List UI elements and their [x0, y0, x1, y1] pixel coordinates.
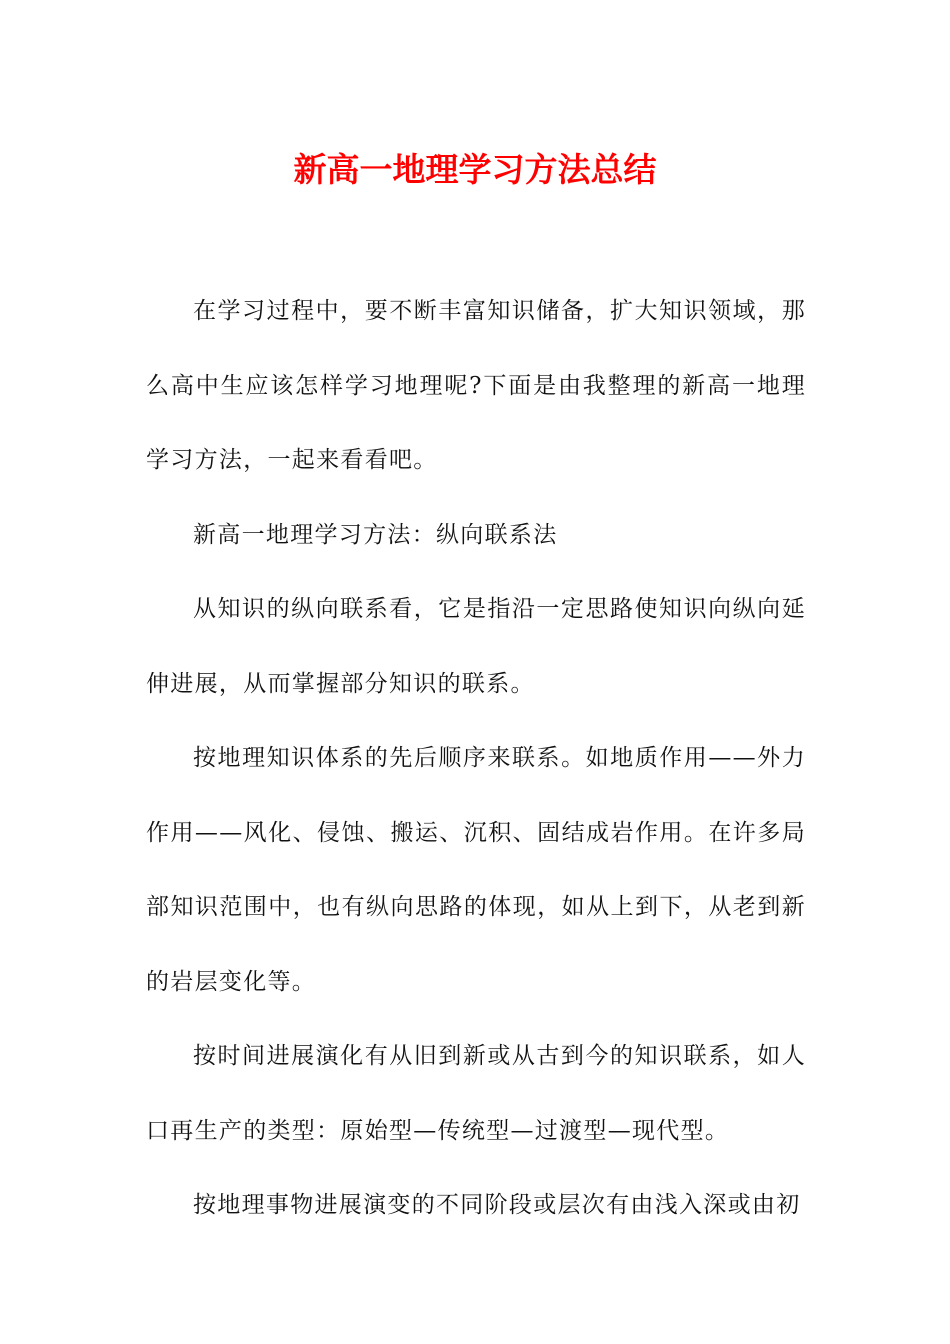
paragraph-stages: 按地理事物进展演变的不同阶段或层次有由浅入深或由初 — [193, 1192, 801, 1218]
paragraph-heading-method: 新高一地理学习方法：纵向联系法 — [193, 521, 558, 548]
paragraph-vertical-link: 从知识的纵向联系看，它是指沿一定思路使知识向纵向延伸进展，从而掌握部分知识的联系。 — [146, 596, 806, 697]
paragraph-knowledge-order: 按地理知识体系的先后顺序来联系。如地质作用——外力作用——风化、侵蚀、搬运、沉积、固结成岩作用。在许多局部知识范围中，也有纵向思路的体现，如从上到下，从老到新的岩层变化等。 — [146, 745, 806, 995]
paragraph-intro: 在学习过程中，要不断丰富知识储备，扩大知识领域，那么高中生应该怎样学习地理呢?下面是由我整理的新高一地理学习方法，一起来看看吧。 — [146, 298, 806, 473]
document-body — [146, 274, 806, 1243]
document-title: 新高一地理学习方法总结 — [293, 150, 657, 189]
paragraph-time-evolution: 按时间进展演化有从旧到新或从古到今的知识联系，如人口再生产的类型：原始型—传统型—过渡型—现代型。 — [146, 1043, 806, 1144]
